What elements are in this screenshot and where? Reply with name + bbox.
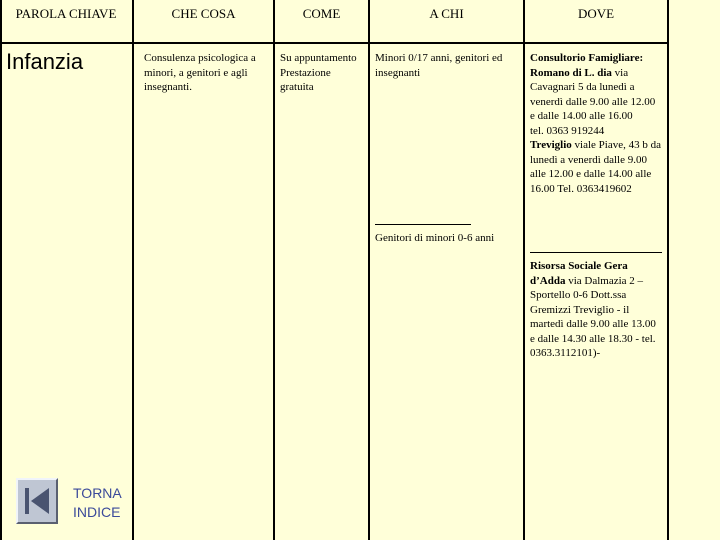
- dove-consultorio-title: Consultorio Famigliare: Romano di L. dia: [530, 52, 644, 79]
- indice-label: INDICE: [73, 504, 121, 520]
- come-cell: Su appuntamento Prestazione gratuita: [280, 52, 357, 93]
- a-chi-cell-2: [375, 222, 520, 246]
- header-che-cosa: CHE COSA: [171, 6, 236, 21]
- a-chi-genitori: Genitori di minori 0-6 anni: [375, 232, 495, 244]
- dove-risorsa-title: Risorsa Sociale Gera d’Adda: [530, 260, 628, 287]
- dove-cell-1: [530, 51, 662, 196]
- header-dove: DOVE: [577, 6, 615, 21]
- dove-treviglio-text: viale Piave, 43 b da lunedì a venerdì dalle 9.00 alle 12.00 e dalle 14.00 alle 16.00 Tel. 0363419602: [530, 139, 661, 195]
- header-a-chi: A CHI: [429, 6, 464, 21]
- torna-label: TORNA: [73, 485, 122, 501]
- keyword-cell: Infanzia: [6, 49, 84, 74]
- separator-line: [375, 224, 471, 225]
- dove-consultorio-text: via Cavagnari 5 da lunedì a venerdì dalle 9.00 alle 12.00 e dalle 14.00 alle 16.00: [530, 66, 656, 122]
- first-slide-icon: [18, 480, 56, 522]
- a-chi-cell-1: Minori 0/17 anni, genitori ed insegnanti: [375, 52, 503, 79]
- separator-line: [530, 252, 662, 253]
- column-divider: [132, 0, 134, 540]
- dove-risorsa-text: via Dalmazia 2 – Sportello 0-6 Dott.ssa Gremizzi Treviglio - il martedì dalle 9.00 alle 13.00 e dalle 14.30 alle 18.30 - tel. 0363.3112101)-: [530, 274, 656, 359]
- column-divider: [523, 0, 525, 540]
- header-parola-chiave: PAROLA CHIAVE: [15, 6, 117, 21]
- header-come: COME: [302, 6, 341, 21]
- che-cosa-cell: Consulenza psicologica a minori, a genitori e agli insegnanti.: [144, 52, 256, 93]
- dove-cell-2: [530, 250, 662, 361]
- dove-treviglio-label: Treviglio: [530, 139, 572, 151]
- dove-consultorio-tel: tel. 0363 919244: [530, 124, 605, 137]
- torna-indice-button[interactable]: [16, 478, 58, 524]
- column-divider: [368, 0, 370, 540]
- header-divider: [0, 42, 669, 44]
- torna-indice-link[interactable]: [73, 484, 122, 522]
- column-divider: [0, 0, 2, 540]
- column-divider: [667, 0, 669, 540]
- column-divider: [273, 0, 275, 540]
